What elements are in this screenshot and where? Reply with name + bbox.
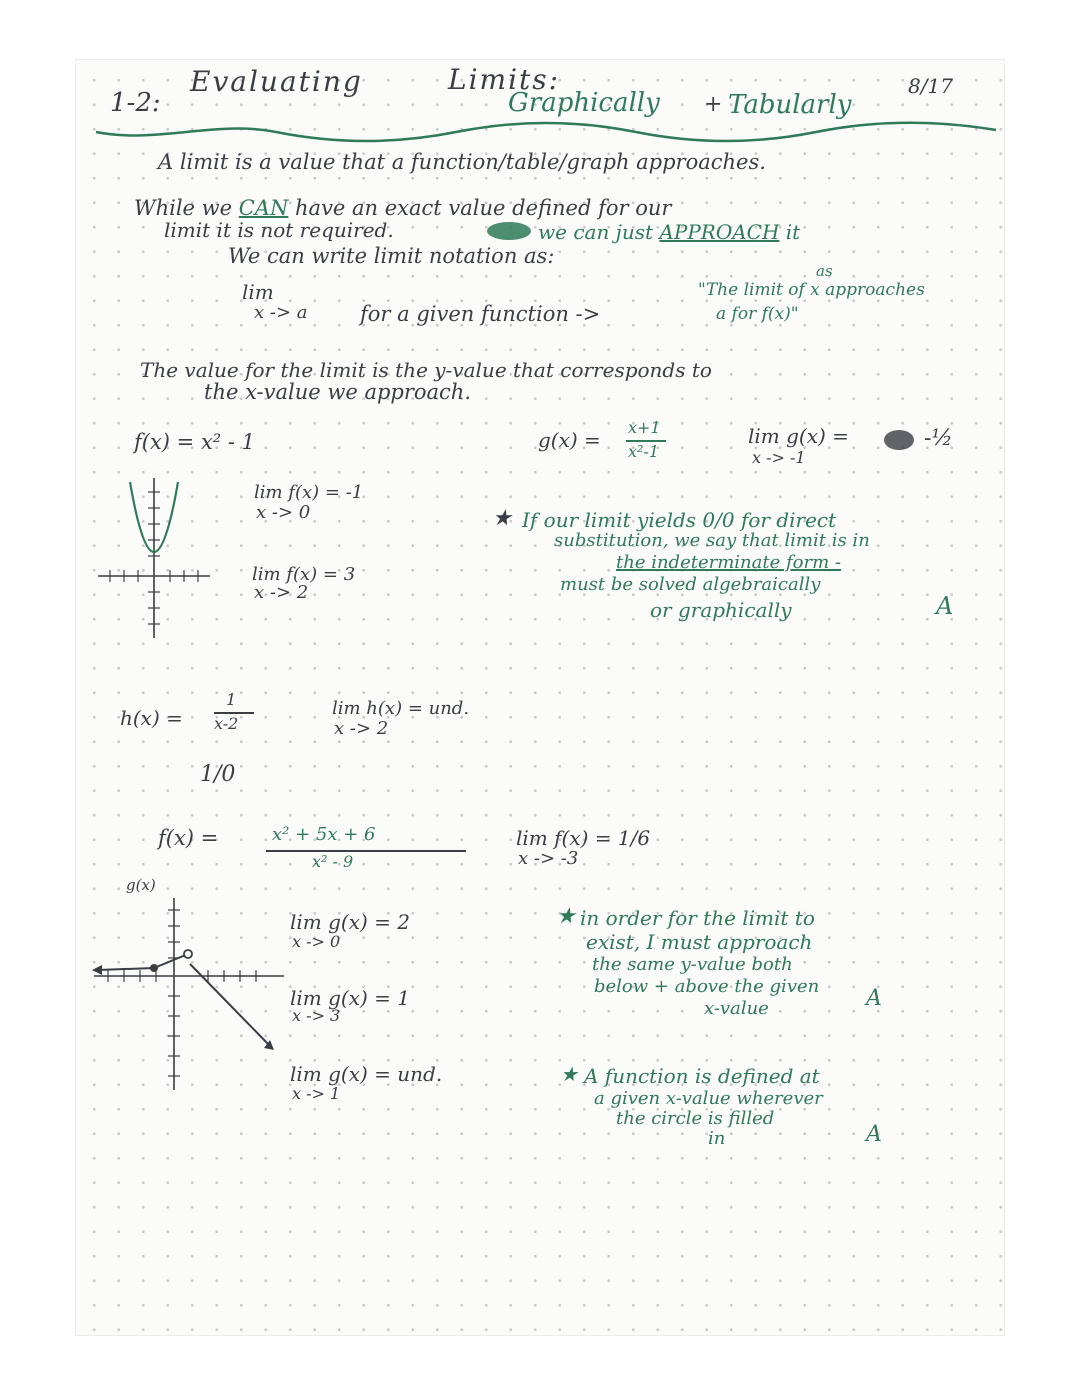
emphasis-approach: APPROACH [659,220,780,244]
exist-line-2: exist, I must approach [586,930,813,954]
example-f2-denominator: x² - 9 [312,852,354,871]
example-g-result: -½ [924,426,953,451]
example-gx-lim3-sub: x -> 1 [292,1084,341,1103]
example-h-note: 1/0 [200,762,236,787]
lesson-number: 1-2: [110,88,161,118]
indeterminate-line-2: substitution, we say that limit is in [554,530,870,551]
exist-line-1: in order for the limit to [580,906,815,930]
title-underline-wave [96,122,996,142]
defined-line-2: a given x-value wherever [594,1088,823,1109]
example-g-lim: lim g(x) = [748,424,849,448]
example-h-lhs: h(x) = [120,706,183,730]
title-limits: Limits: [448,63,561,96]
example-h-denominator: x-2 [214,714,239,733]
defined-mark: A [866,1122,882,1147]
star-icon: ★ [492,506,512,531]
example-f-lim2: lim f(x) = 3 [252,564,356,585]
example-f2-lim-sub: x -> -3 [518,848,579,869]
example-gx-graph-label: g(x) [126,876,156,894]
title-evaluating: Evaluating [190,65,363,98]
defined-line-1: A function is defined at [584,1064,820,1088]
defined-line-3: the circle is filled [616,1108,775,1129]
notebook-page [76,60,1004,1335]
intro-line-4: We can write limit notation as: [228,244,555,268]
page-date: 8/17 [908,74,953,98]
notation-lim: lim [242,280,274,304]
exist-line-4: below + above the given [594,976,820,997]
defined-line-4: in [708,1128,726,1149]
exist-mark: A [866,986,882,1011]
example-h-lim: lim h(x) = und. [332,698,470,719]
star-icon: ★ [560,1062,578,1086]
notation-as: as [816,262,833,280]
indeterminate-mark: A [936,592,954,620]
value-def-line-2: the x-value we approach. [204,380,472,404]
emphasis-can: CAN [238,196,289,220]
notation-sub: x -> a [254,302,308,323]
piecewise-graph [84,896,284,1092]
example-f-function: f(x) = x² - 1 [134,430,256,454]
example-f2-lhs: f(x) = [158,826,219,850]
example-f2-lim: lim f(x) = 1/6 [516,826,651,850]
example-h-numerator: 1 [226,690,237,709]
example-f-lim1-sub: x -> 0 [256,502,311,523]
example-g-lim-sub: x -> -1 [752,448,806,467]
example-gx-lim3: lim g(x) = und. [290,1062,443,1086]
intro-line-3b: we can just APPROACH it [538,220,801,244]
notation-quote-1: "The limit of x approaches [698,280,925,300]
exist-line-3: the same y-value both [592,954,793,975]
subtitle-tabularly: Tabularly [728,90,852,120]
example-g-denominator: x²-1 [628,442,660,461]
example-f-lim2-sub: x -> 2 [254,582,309,603]
example-f2-numerator: x² + 5x + 6 [272,824,376,845]
exist-line-5: x-value [704,998,769,1019]
example-gx-lim2-sub: x -> 3 [292,1006,341,1025]
example-gx-lim1-sub: x -> 0 [292,932,341,951]
subtitle-plus: + [704,92,723,117]
notation-quote-2: a for f(x)" [716,304,799,324]
value-def-line-1: The value for the limit is the y-value that corresponds to [140,358,712,382]
indeterminate-line-1: If our limit yields 0/0 for direct [522,508,837,532]
notation-rest: for a given function -> [360,302,601,326]
intro-line-1: A limit is a value that a function/table/graph approaches. [158,150,766,174]
indeterminate-line-3: the indeterminate form - [616,552,841,573]
scribble-mark-2 [882,428,916,452]
star-icon: ★ [556,904,576,929]
indeterminate-line-5: or graphically [650,598,792,622]
scribble-mark [484,220,534,242]
parabola-graph [94,472,214,642]
example-h-lim-sub: x -> 2 [334,718,389,739]
example-g-numerator: x+1 [628,418,661,437]
intro-line-2: While we CAN have an exact value defined for our [134,196,672,220]
example-gx-lim2: lim g(x) = 1 [290,986,410,1010]
intro-line-3a: limit it is not required. [164,218,394,242]
example-f-lim1: lim f(x) = -1 [254,482,364,503]
example-g-lhs: g(x) = [538,428,601,452]
subtitle-graphically: Graphically [508,88,660,118]
indeterminate-line-4: must be solved algebraically [560,574,821,595]
example-gx-lim1: lim g(x) = 2 [290,910,410,934]
example-f2-fraction-bar [266,850,466,852]
